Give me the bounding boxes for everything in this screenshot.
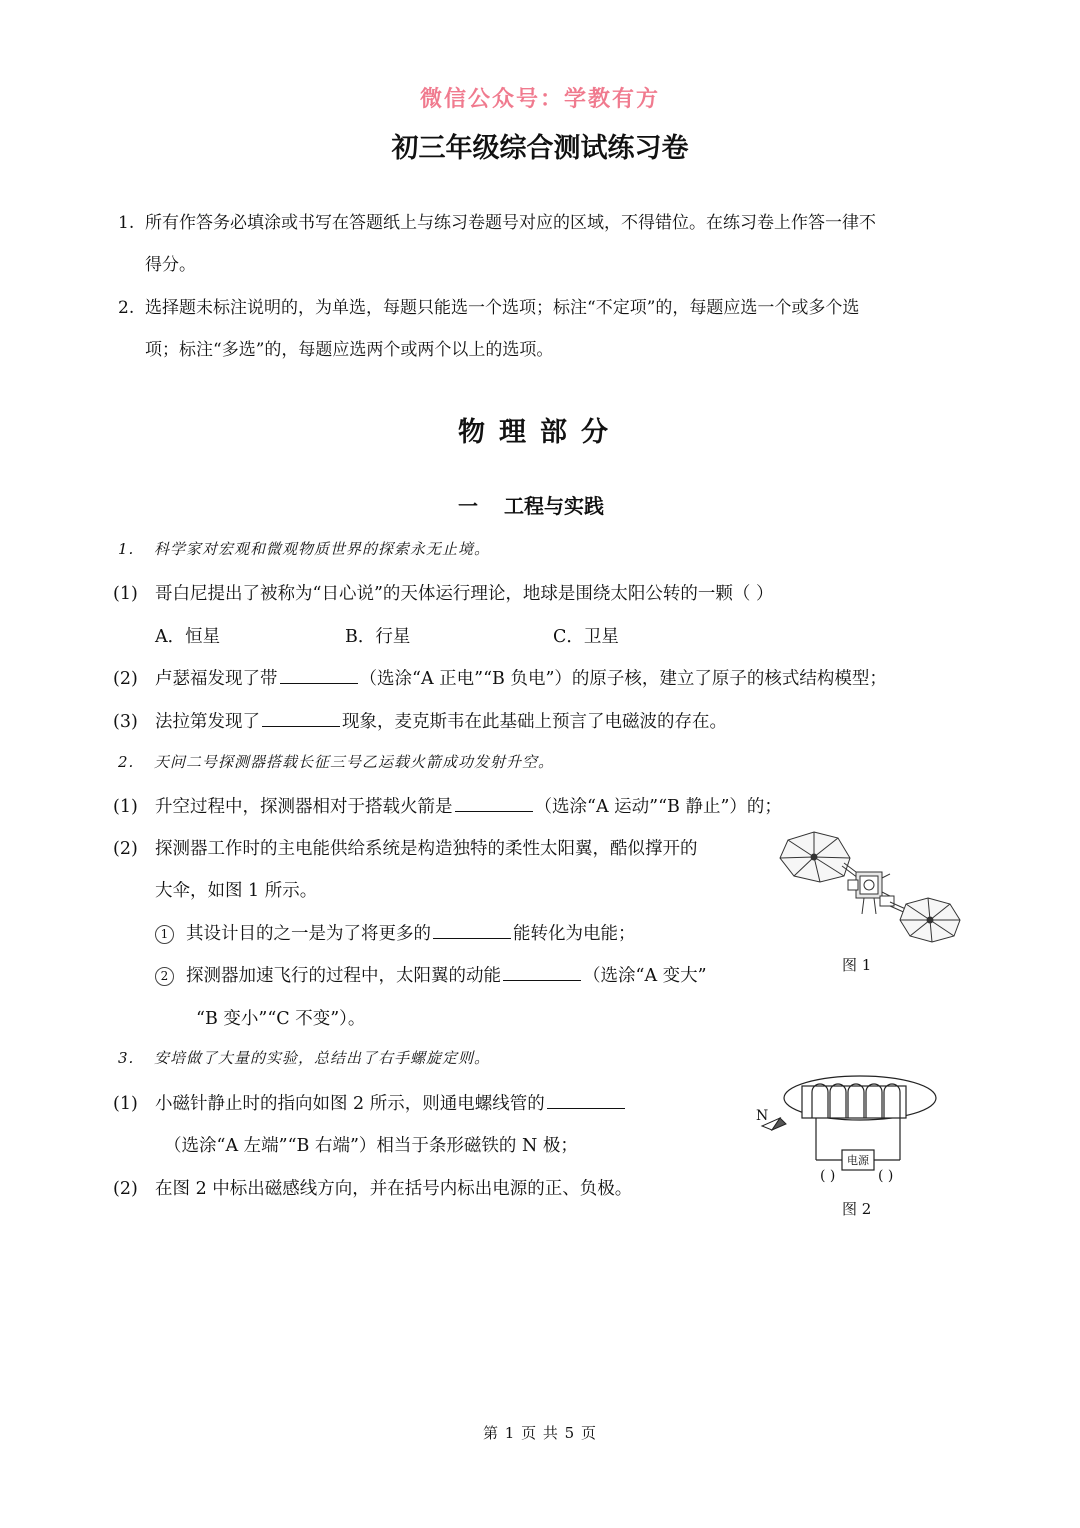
q3-sub2 — [113, 1175, 632, 1200]
q1-sub1-number: (1) — [113, 584, 138, 604]
q1-sub2-number: (2) — [113, 669, 138, 689]
q1-sub3-post: 现象，麦克斯韦在此基础上预言了电磁波的存在。 — [342, 712, 727, 732]
q2-item1-pre: 其设计目的之一是为了将更多的 — [186, 924, 431, 944]
q2-sub2 — [113, 835, 698, 860]
q1-stem — [118, 538, 490, 559]
q1-sub2 — [113, 665, 887, 690]
answer-blank[interactable] — [280, 669, 358, 684]
instruction-2-line1: 选择题未标注说明的，为单选，每题只能选一个选项；标注“不定项”的，每题应选一个或多个选 — [145, 298, 860, 318]
q1-number: 1. — [118, 540, 135, 558]
q2-item2-post: （选涂“A 变大” — [583, 966, 707, 986]
wechat-watermark: 微信公众号：学教有方 — [419, 87, 660, 112]
page-title: 初三年级综合测试练习卷 — [391, 133, 689, 164]
q1-sub1 — [113, 580, 773, 605]
part-title: 工程与实践 — [504, 494, 604, 518]
q3-stem-text: 安培做了大量的实验，总结出了右手螺旋定则。 — [154, 1049, 491, 1067]
power-source-label: 电源 — [847, 1154, 869, 1167]
q1-sub1-text: 哥白尼提出了被称为“日心说”的天体运行理论，地球是围绕太阳公转的一颗（ ） — [155, 584, 774, 604]
part-number: 一 — [458, 494, 478, 518]
page-number: 第 1 页 共 5 页 — [483, 1424, 597, 1442]
q2-sub1-post: （选涂“A 运动”“B 静止”）的； — [534, 797, 782, 817]
q2-sub1-pre: 升空过程中，探测器相对于搭载火箭是 — [155, 797, 453, 817]
section-title: 物理部分 — [458, 417, 622, 448]
answer-blank[interactable] — [455, 797, 533, 812]
q1-sub3 — [113, 708, 727, 733]
q2-stem — [118, 751, 554, 772]
q2-item2 — [155, 962, 707, 987]
circled-number-1: 1 — [155, 925, 174, 944]
q3-sub1-pre: 小磁针静止时的指向如图 2 所示，则通电螺线管的 — [155, 1094, 545, 1114]
answer-blank[interactable] — [262, 712, 340, 727]
instruction-1-line1: 所有作答务必填涂或书写在答题纸上与练习卷题号对应的区域，不得错位。在练习卷上作答一律不 — [145, 213, 876, 233]
answer-blank[interactable] — [433, 924, 511, 939]
q3-stem — [118, 1047, 490, 1068]
q2-sub2-line2: 大伞，如图 1 所示。 — [155, 881, 318, 901]
figure-1-caption: 图 1 — [842, 956, 872, 974]
compass-n-label: N — [756, 1108, 769, 1124]
instruction-2-number: 2. — [118, 298, 135, 318]
instruction-1-number: 1. — [118, 213, 135, 233]
q3-sub1-number: (1) — [113, 1094, 138, 1114]
q2-sub1-number: (1) — [113, 797, 138, 817]
q1-option-a: A．恒星 — [155, 627, 221, 647]
figure-2-solenoid-diagram — [750, 1068, 940, 1188]
q2-item1 — [155, 920, 636, 945]
q3-sub1-line2: （选涂“A 左端”“B 右端”）相当于条形磁铁的 N 极； — [164, 1136, 578, 1156]
q2-sub2-number: (2) — [113, 839, 138, 859]
q2-sub1 — [113, 793, 782, 818]
q1-stem-text: 科学家对宏观和微观物质世界的探索永无止境。 — [154, 540, 491, 558]
q1-sub2-pre: 卢瑟福发现了带 — [155, 669, 278, 689]
figure-1-probe-illustration — [772, 828, 964, 948]
q3-number: 3. — [118, 1049, 135, 1067]
q2-sub2-line1: 探测器工作时的主电能供给系统是构造独特的柔性太阳翼，酷似撑开的 — [155, 839, 698, 859]
part-heading — [458, 490, 604, 519]
q1-sub2-post: （选涂“A 正电”“B 负电”）的原子核，建立了原子的核式结构模型； — [359, 669, 887, 689]
q1-sub3-number: (3) — [113, 712, 138, 732]
q2-stem-text: 天问二号探测器搭载长征三号乙运载火箭成功发射升空。 — [154, 753, 555, 771]
q2-number: 2. — [118, 753, 135, 771]
right-terminal-paren[interactable]: ( ) — [878, 1168, 894, 1184]
left-terminal-paren[interactable]: ( ) — [820, 1168, 836, 1184]
figure-2-caption: 图 2 — [842, 1200, 872, 1218]
q1-option-b: B．行星 — [345, 627, 411, 647]
circled-number-2: 2 — [155, 967, 174, 986]
q3-sub2-text: 在图 2 中标出磁感线方向，并在括号内标出电源的正、负极。 — [155, 1179, 633, 1199]
answer-blank[interactable] — [547, 1094, 625, 1109]
instruction-1-line2: 得分。 — [145, 255, 196, 275]
q2-item2-pre: 探测器加速飞行的过程中，太阳翼的动能 — [186, 966, 501, 986]
instruction-2-line2: 项；标注“多选”的，每题应选两个或两个以上的选项。 — [145, 340, 554, 360]
q1-sub3-pre: 法拉第发现了 — [155, 712, 260, 732]
q1-option-c: C．卫星 — [553, 627, 619, 647]
q2-item2-line2: “B 变小”“C 不变”）。 — [196, 1009, 366, 1029]
q3-sub1 — [113, 1090, 627, 1115]
answer-blank[interactable] — [503, 966, 581, 981]
q2-item1-post: 能转化为电能； — [513, 924, 636, 944]
q3-sub2-number: (2) — [113, 1179, 138, 1199]
